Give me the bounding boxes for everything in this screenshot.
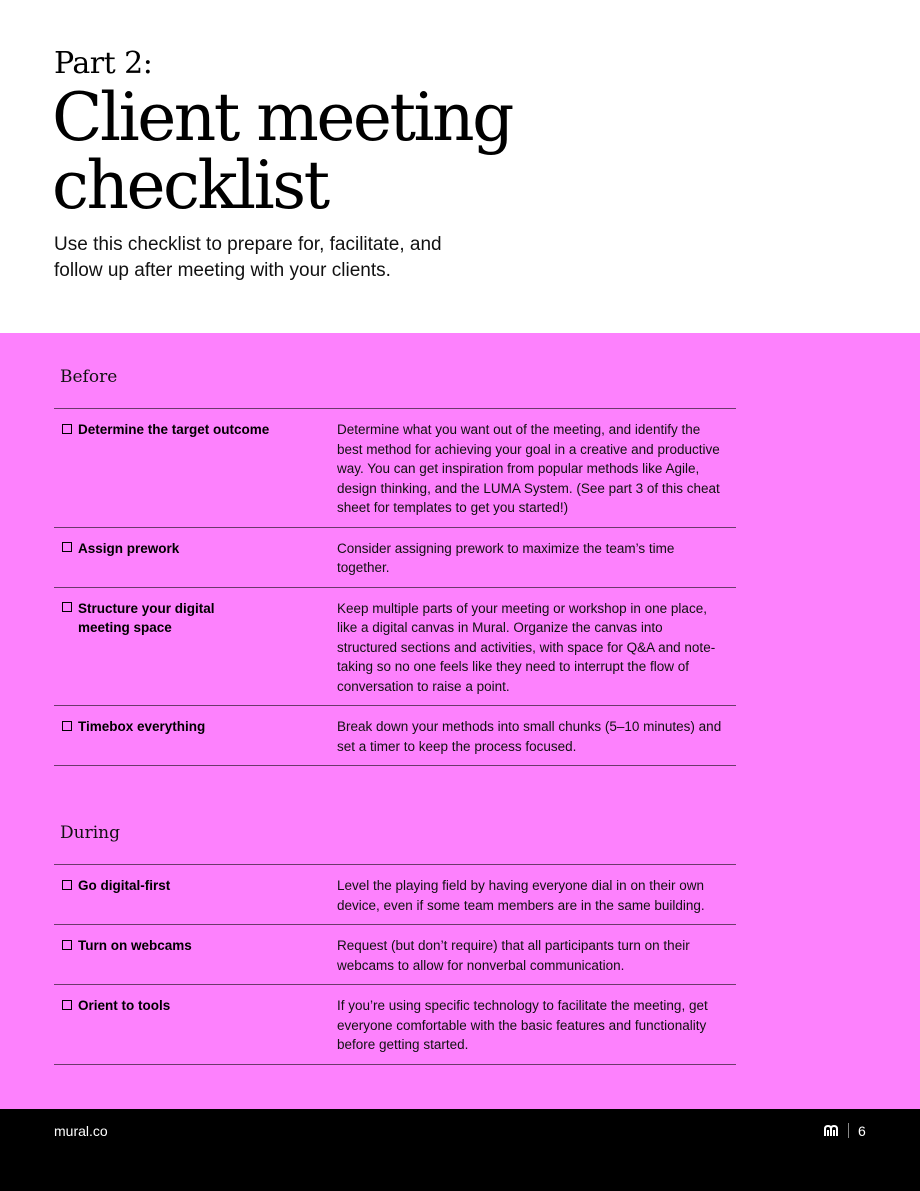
checkbox-icon[interactable] — [62, 1000, 72, 1010]
task-description: Break down your methods into small chunks (5–10 minutes) and set a timer to keep the process focused. — [337, 719, 722, 754]
section-before — [54, 362, 736, 766]
mural-logo-icon — [824, 1125, 840, 1137]
page-title: Client meeting checklist — [52, 79, 512, 224]
task-description: Determine what you want out of the meeting, and identify the best method for achieving your goal in a creative and productive way. You can get inspiration from popular methods like Agile, design thinking, and the LUMA System. (See part 3 of this cheat sheet for templates to get you started!) — [337, 422, 720, 515]
task-label: Orient to tools — [78, 998, 171, 1013]
checklist-row — [54, 706, 736, 766]
site-link[interactable]: mural.co — [54, 1123, 108, 1139]
checklist-row — [54, 588, 736, 707]
footer-divider — [848, 1123, 849, 1138]
checkbox-icon[interactable] — [62, 602, 72, 612]
task-label: Assign prework — [78, 540, 180, 556]
page-footer — [0, 1109, 920, 1191]
page-number: 6 — [858, 1123, 866, 1139]
task-label: Timebox everything — [78, 719, 206, 734]
checkbox-icon[interactable] — [62, 721, 72, 731]
task-description: Consider assigning prework to maximize the team’s time together. — [337, 540, 675, 575]
checklist-row — [54, 528, 736, 588]
checklist-row — [54, 925, 736, 985]
page-subtitle: Use this checklist to prepare for, facilitate, and follow up after meeting with your clients. — [54, 234, 442, 281]
task-label: Go digital-first — [78, 878, 171, 893]
task-description: Request (but don’t require) that all participants turn on their webcams to allow for nonverbal communication. — [337, 938, 690, 973]
section-during — [54, 818, 736, 1065]
checklist-row — [54, 865, 736, 925]
task-description: Keep multiple parts of your meeting or workshop in one place, like a digital canvas in Mural. Organize the canvas into structured sections and activities, with space for Q&A and note-taking so no one feels like they need to interrupt the flow of conversation to raise a point. — [337, 600, 716, 694]
checklist-row — [54, 985, 736, 1065]
section-title: During — [54, 818, 736, 865]
checkbox-icon[interactable] — [62, 940, 72, 950]
checkbox-icon[interactable] — [62, 880, 72, 890]
page-header — [0, 0, 920, 333]
task-label: Structure your digital meeting space — [78, 600, 215, 635]
task-description: Level the playing field by having everyone dial in on their own device, even if some team members are in the same building. — [337, 878, 705, 913]
checkbox-icon[interactable] — [62, 424, 72, 434]
checklist-row — [54, 409, 736, 528]
checkbox-icon[interactable] — [62, 542, 72, 552]
task-description: If you’re using specific technology to facilitate the meeting, get everyone comfortable with the basic features and functionality before getting started. — [337, 998, 708, 1052]
task-label: Determine the target outcome — [78, 422, 270, 437]
section-title: Before — [54, 362, 736, 409]
task-label: Turn on webcams — [78, 938, 192, 953]
part-label: Part 2: — [54, 46, 153, 81]
